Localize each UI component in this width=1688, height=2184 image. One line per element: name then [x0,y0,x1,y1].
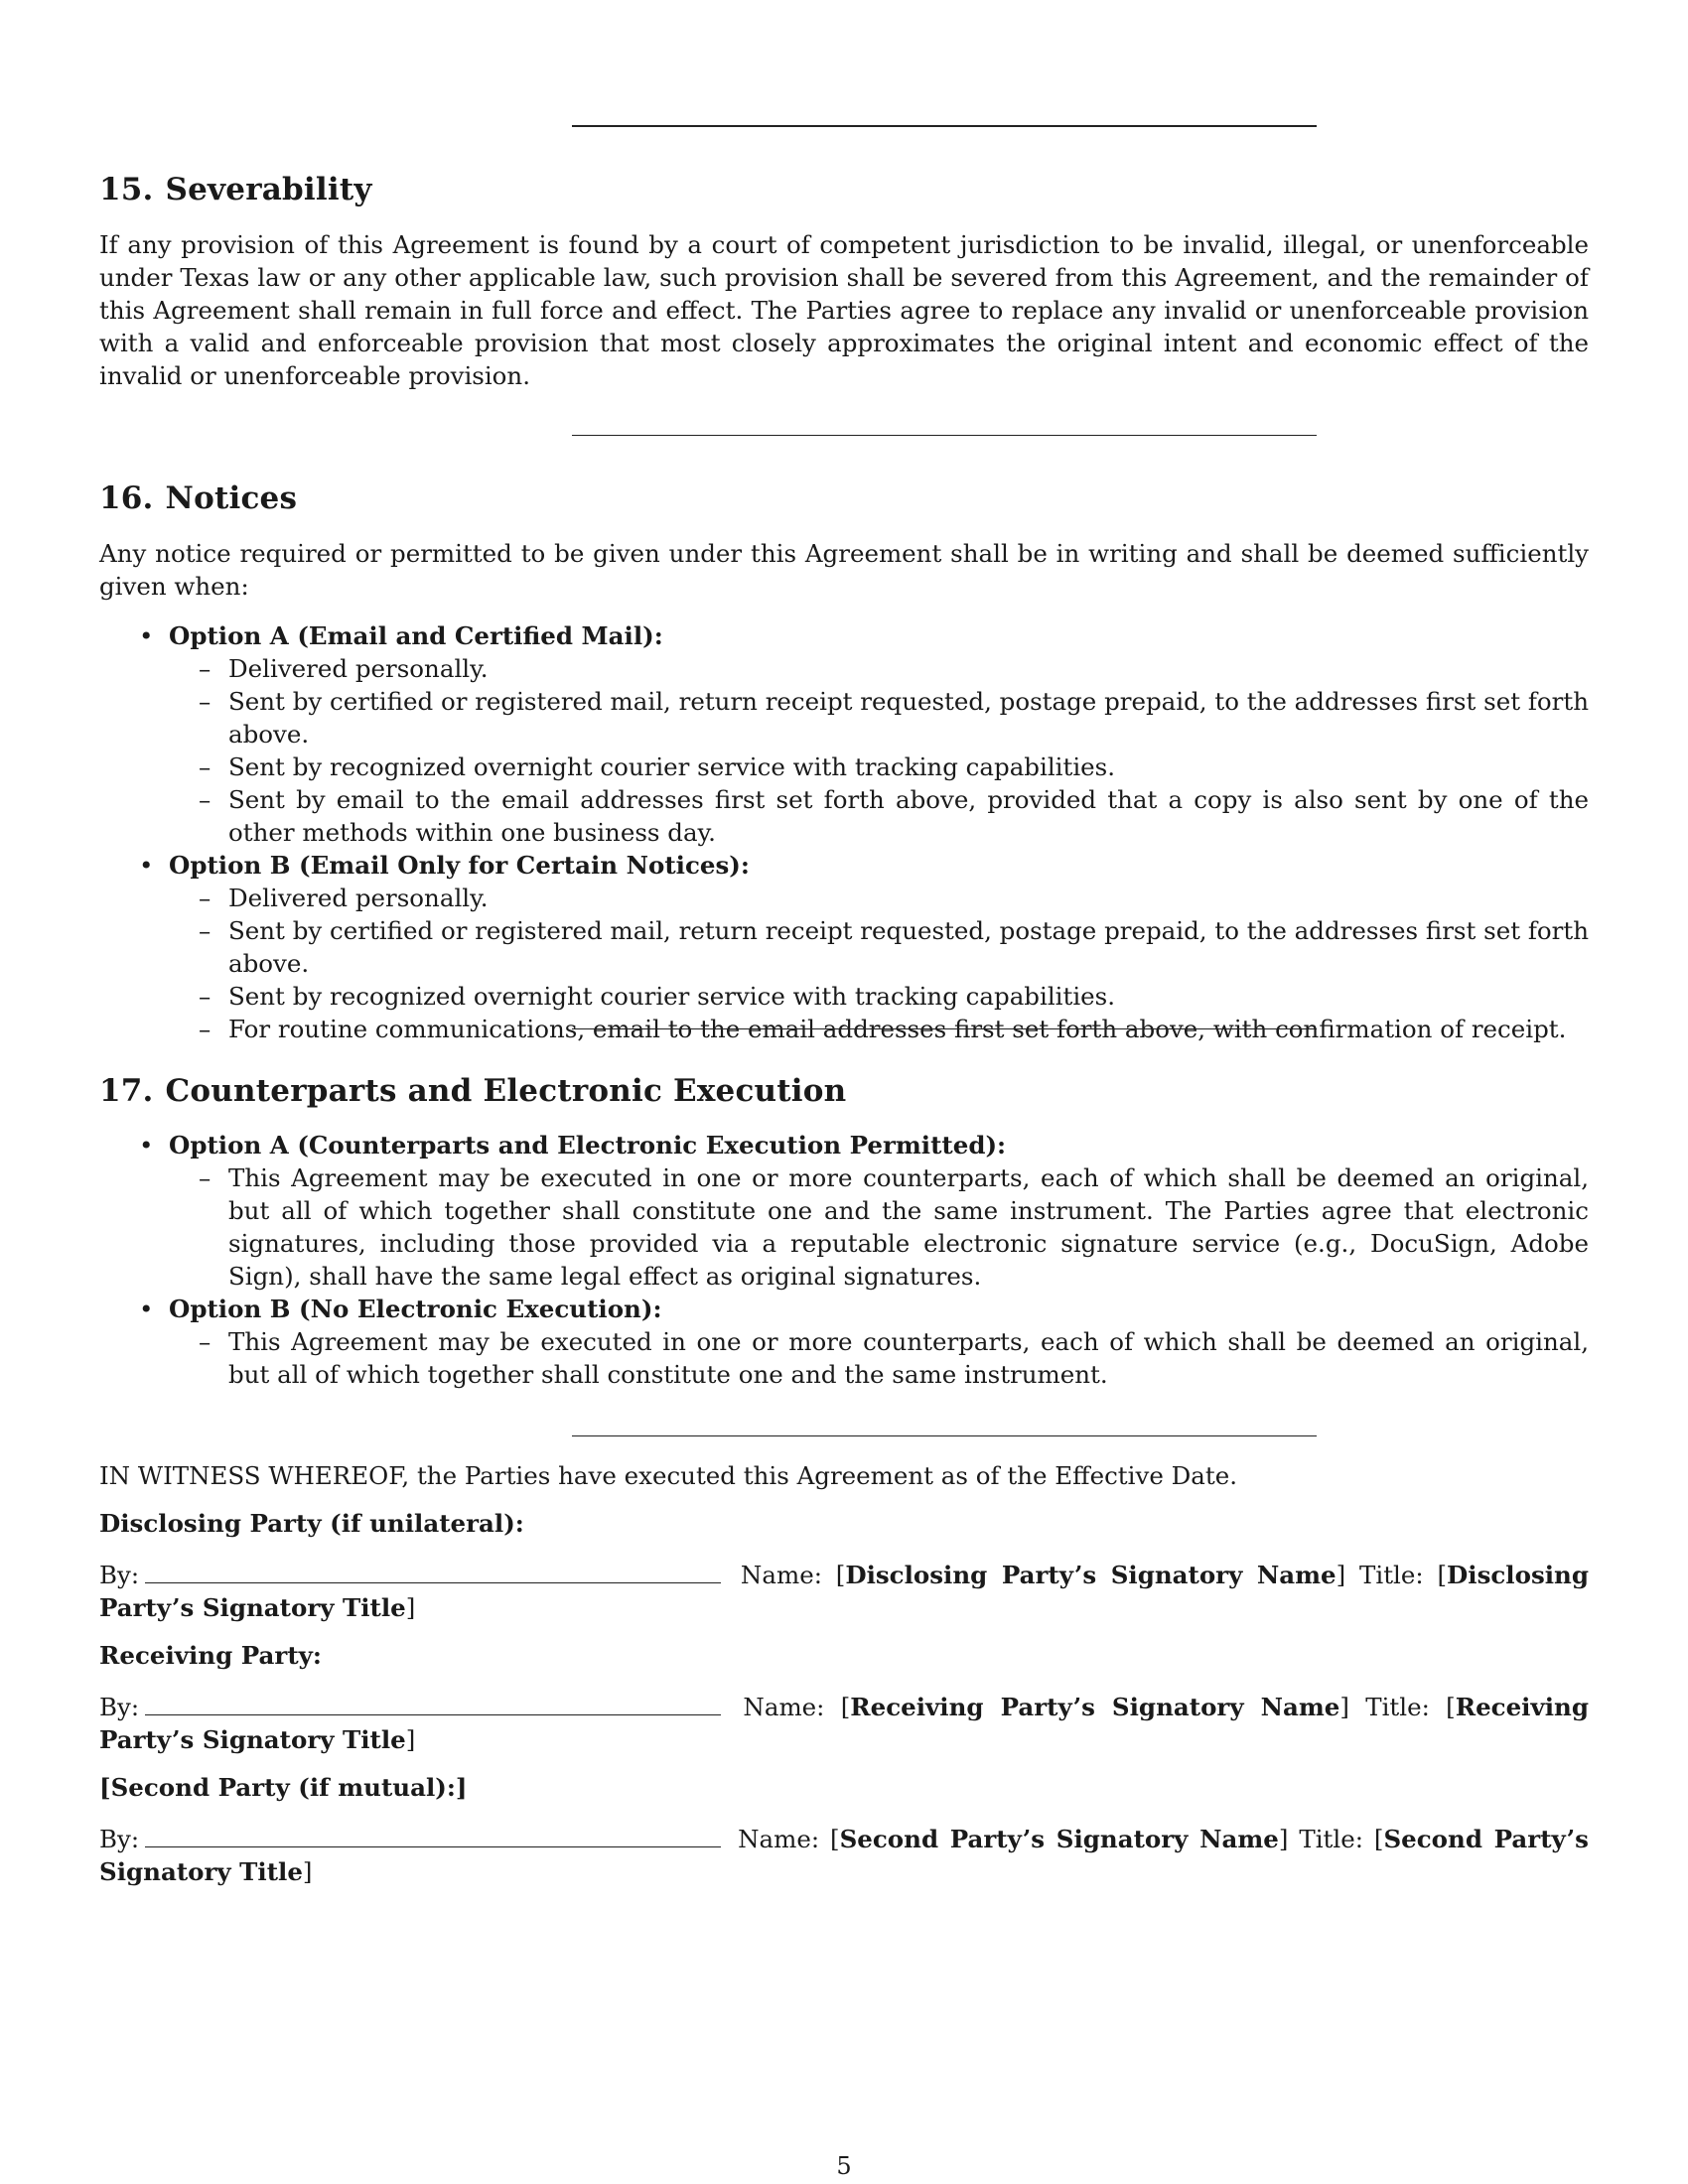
list-item: – Sent by certified or registered mail, return receipt requested, postage prepaid, to the addresses first set forth above. [199,687,1589,749]
receiving-signature-line: By: Name: [Receiving Party’s Signatory Name] Title: [Receiving Party’s Signatory Title] [99,1693,1589,1754]
notices-options-list [139,619,1589,1045]
list-item: – Sent by recognized overnight courier service with tracking capabilities. [199,752,1116,781]
option-title: Option B (Email Only for Certain Notices): [169,851,750,880]
option-title: Option B (No Electronic Execution): [169,1295,662,1323]
section-divider [572,435,1317,436]
list-item: – For routine communications, email to the email addresses first set forth above, with confirmation of receipt. [199,1015,1567,1043]
section-15-body: If any provision of this Agreement is found by a court of competent jurisdiction to be invalid, illegal, or unenforceable under Texas law or any other applicable law, such provision shall be severed from this Agreement, and the remainder of this Agreement shall remain in full force and effect. The Parties agree to replace any invalid or unenforceable provision with a valid and enforceable provision that most closely approximates the original intent and economic effect of the invalid or unenforceable provision. [99,230,1589,390]
counterparts-options-list [139,1129,1589,1391]
list-item: – Sent by email to the email addresses first set forth above, provided that a copy is also sent by one of the other methods within one business day. [199,785,1589,847]
receiving-party-heading: Receiving Party: [99,1641,322,1670]
notices-option-a [139,619,1589,849]
section-divider [572,1028,1317,1029]
witness-statement: IN WITNESS WHEREOF, the Parties have executed this Agreement as of the Effective Date. [99,1461,1237,1490]
counterparts-option-b [139,1293,1589,1391]
notices-option-b [139,849,1589,1045]
signature-blank[interactable] [145,1827,721,1847]
list-item: – This Agreement may be executed in one or more counterparts, each of which shall be deemed an original, but all of which together shall constitute one and the same instrument. [199,1327,1589,1389]
signature-blank[interactable] [145,1563,721,1583]
section-16-heading: 16. Notices [99,480,298,516]
list-item: – This Agreement may be executed in one or more counterparts, each of which shall be deemed an original, but all of which together shall constitute one and the same instrument. The Parties agree that electronic signatures, including those provided via a reputable electronic signature service (e.g., DocuSign, Adobe Sign), shall have the same legal effect as original signatures. [199,1163,1589,1291]
section-16-intro: Any notice required or permitted to be given under this Agreement shall be in writing and shall be deemed sufficiently given when: [99,539,1589,601]
section-divider [572,125,1317,127]
document-page [99,0,1589,2184]
list-item: – Sent by recognized overnight courier service with tracking capabilities. [199,982,1116,1011]
second-party-heading: [Second Party (if mutual):] [99,1773,468,1802]
list-item: – Sent by certified or registered mail, return receipt requested, postage prepaid, to the addresses first set forth above. [199,916,1589,978]
counterparts-option-a [139,1129,1589,1293]
disclosing-party-heading: Disclosing Party (if unilateral): [99,1509,524,1538]
option-title: Option A (Counterparts and Electronic Execution Permitted): [169,1131,1007,1160]
disclosing-signature-line: By: Name: [Disclosing Party’s Signatory Name] Title: [Disclosing Party’s Signatory Title] [99,1561,1589,1622]
signature-blank[interactable] [145,1695,721,1715]
option-title: Option A (Email and Certified Mail): [169,621,663,650]
section-17-heading: 17. Counterparts and Electronic Execution [99,1073,847,1109]
section-15-heading: 15. Severability [99,172,372,207]
page-number: 5 [836,2152,852,2180]
list-item: – Delivered personally. [199,884,489,912]
section-divider [572,1435,1317,1436]
list-item: – Delivered personally. [199,654,489,683]
second-signature-line: By: Name: [Second Party’s Signatory Name] Title: [Second Party’s Signatory Title] [99,1825,1589,1886]
